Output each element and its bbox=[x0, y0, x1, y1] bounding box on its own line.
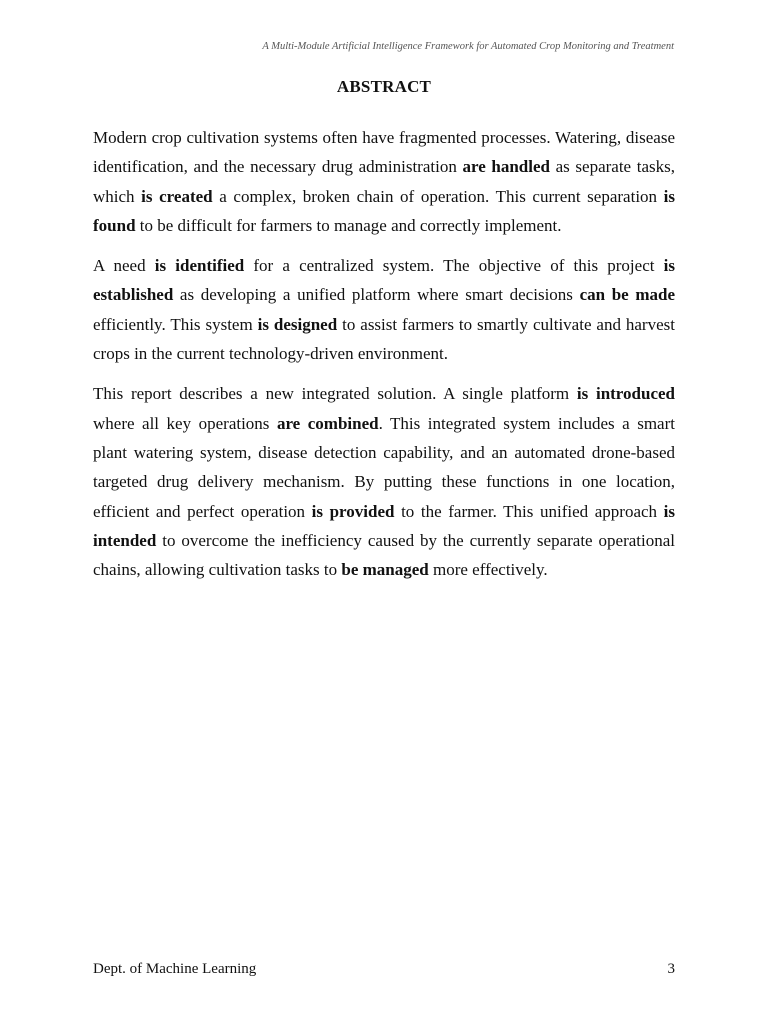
bold-text-run: are combined bbox=[276, 413, 379, 433]
section-title: ABSTRACT bbox=[336, 77, 432, 96]
text-run: where all key operations bbox=[93, 413, 277, 433]
abstract-paragraph bbox=[93, 251, 675, 368]
text-run: . This integrated system includes a smart plant watering system, disease detection capability, and an automated drone-based targeted drug delivery mechanism. By putting these functions in one location, efficient and perfect operation bbox=[93, 413, 675, 521]
bold-text-run: are handled bbox=[462, 157, 550, 177]
bold-text-run: is identified bbox=[154, 256, 245, 276]
text-run: more effectively. bbox=[428, 560, 548, 580]
text-run: A need bbox=[93, 256, 155, 276]
page-number: 3 bbox=[667, 961, 675, 977]
page-footer bbox=[93, 961, 675, 978]
bold-text-run: is designed bbox=[257, 314, 338, 334]
bold-text-run: is found bbox=[93, 186, 676, 235]
text-run: for a centralized system. The objective of this project bbox=[244, 256, 664, 276]
text-run: to the farmer. This unified approach bbox=[394, 501, 664, 521]
bold-text-run: is provided bbox=[311, 501, 395, 521]
text-run: efficiently. This system bbox=[93, 314, 258, 334]
text-run: as separate tasks, which bbox=[93, 157, 675, 206]
abstract-paragraph bbox=[93, 123, 675, 240]
bold-text-run: is established bbox=[93, 256, 675, 305]
running-header: A Multi-Module Artificial Intelligence Framework for Automated Crop Monitoring and Treatment bbox=[262, 41, 674, 52]
text-run: as developing a unified platform where smart decisions bbox=[173, 285, 580, 305]
text-run: to overcome the inefficiency caused by the currently separate operational chains, allowing cultivation tasks to bbox=[93, 530, 675, 580]
bold-text-run: be managed bbox=[341, 560, 429, 580]
text-run: to assist farmers to smartly cultivate and harvest crops in the current technology-driven environment. bbox=[93, 314, 675, 364]
footer-department: Dept. of Machine Learning bbox=[93, 961, 257, 977]
text-run: Modern crop cultivation systems often have fragmented processes. Watering, disease identification, and the necessary drug administration bbox=[93, 128, 675, 177]
text-run: This report describes a new integrated solution. A single platform bbox=[93, 384, 577, 404]
abstract-paragraph bbox=[93, 379, 675, 584]
bold-text-run: is created bbox=[141, 186, 213, 206]
bold-text-run: can be made bbox=[579, 285, 676, 305]
bold-text-run: is introduced bbox=[576, 384, 676, 404]
bold-text-run: is intended bbox=[93, 501, 675, 550]
text-run: to be difficult for farmers to manage and correctly implement. bbox=[135, 215, 562, 235]
text-run: a complex, broken chain of operation. This current separation bbox=[212, 186, 664, 206]
abstract-body bbox=[93, 123, 675, 595]
